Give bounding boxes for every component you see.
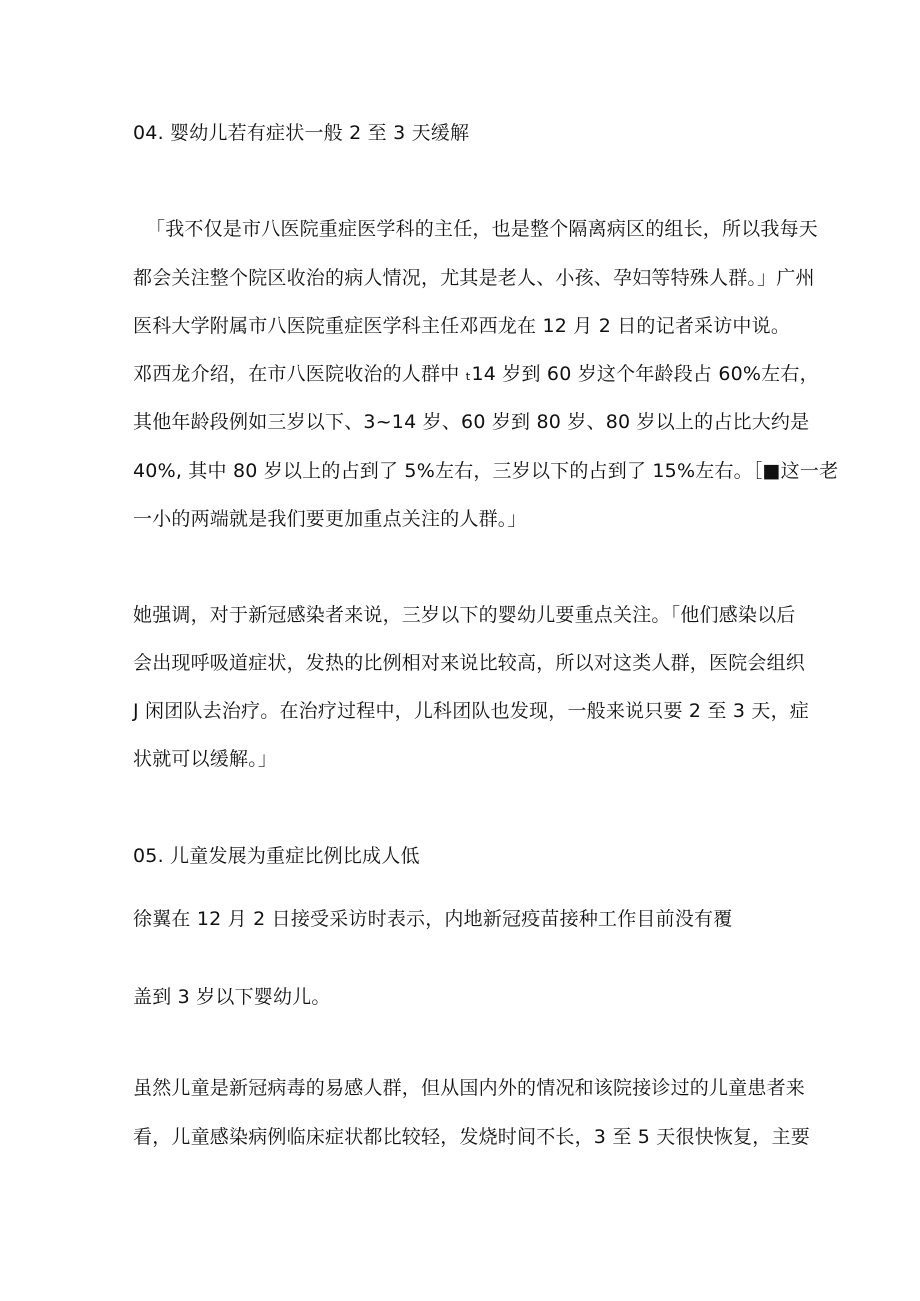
- paragraph-line: J 闲团队去治疗。在治疗过程中，儿科团队也发现，一般来说只要 2 至 3 天，症: [133, 700, 809, 722]
- paragraph-line: 其他年龄段例如三岁以下、3~14 岁、60 岁到 80 岁、80 岁以上的占比大约是: [133, 411, 810, 433]
- paragraph-line: 医科大学附属市八医院重症医学科主任邓西龙在 12 月 2 日的记者采访中说。: [133, 315, 791, 337]
- paragraph-line: 邓西龙介绍，在市八医院收治的人群中 ₜ14 岁到 60 岁这个年龄段占 60%左右，: [133, 363, 819, 385]
- paragraph-line: 盖到 3 岁以下婴幼儿。: [133, 986, 331, 1008]
- paragraph-line: 一小的两端就是我们要更加重点关注的人群。」: [133, 508, 527, 530]
- section-heading-05: 05. 儿童发展为重症比例比成人低: [133, 845, 420, 867]
- paragraph-line: 状就可以缓解。」: [133, 748, 278, 770]
- paragraph-line: 徐翼在 12 月 2 日接受采访时表示，内地新冠疫苗接种工作目前没有覆: [133, 908, 733, 930]
- paragraph-line: 40%, 其中 80 岁以上的占到了 5%左右，三岁以下的占到了 15%左右。［■这一老: [133, 460, 839, 482]
- paragraph-line: 看，儿童感染病例临床症状都比较轻，发烧时间不长，3 至 5 天很快恢复，主要: [133, 1126, 810, 1148]
- paragraph-line: 会出现呼吸道症状，发热的比例相对来说比较高，所以对这类人群，医院会组织: [133, 652, 806, 674]
- paragraph-line: 她强调，对于新冠感染者来说，三岁以下的婴幼儿要重点关注。「他们感染以后: [133, 604, 796, 626]
- paragraph-line: 都会关注整个院区收治的病人情况，尤其是老人、小孩、孕妇等特殊人群。」广州: [133, 267, 815, 289]
- paragraph-line: 虽然儿童是新冠病毒的易感人群，但从国内外的情况和该院接诊过的儿童患者来: [133, 1077, 806, 1099]
- paragraph-line: 「我不仅是市八医院重症医学科的主任，也是整个隔离病区的组长，所以我每天: [146, 218, 819, 240]
- section-heading-04: 04. 婴幼儿若有症状一般 2 至 3 天缓解: [133, 122, 470, 144]
